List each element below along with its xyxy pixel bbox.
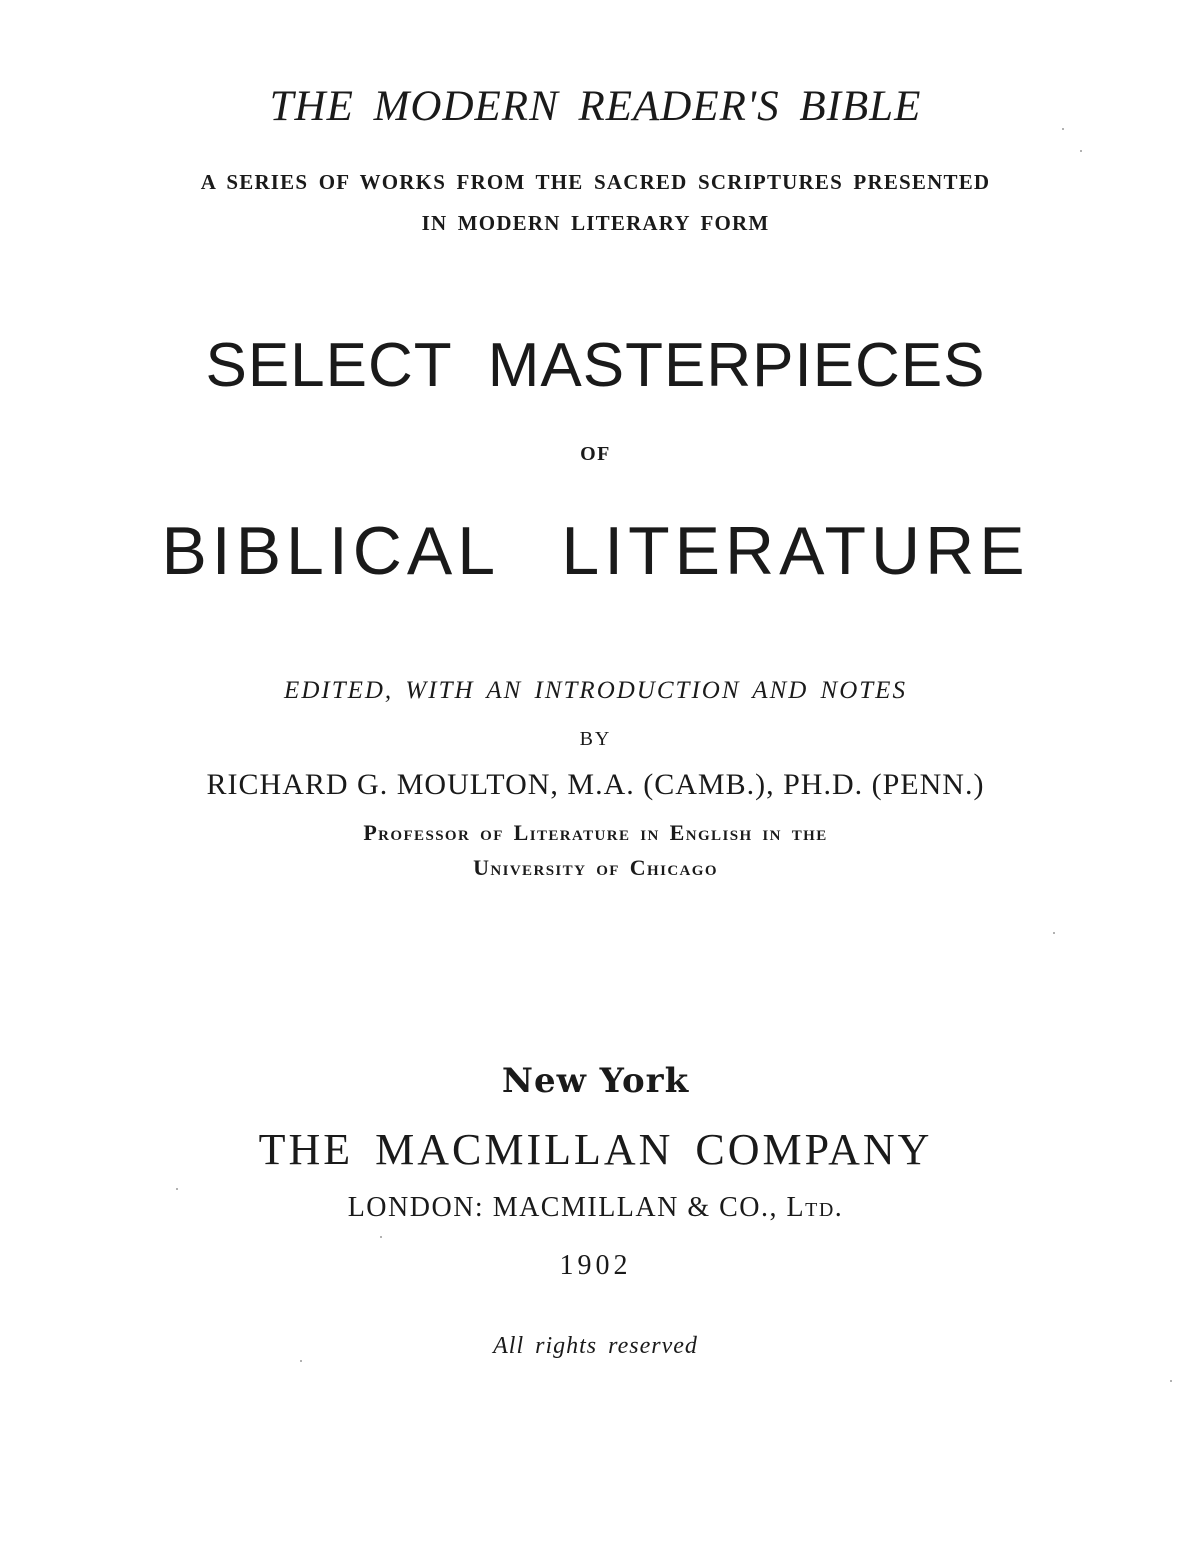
series-subtitle-line-2: IN MODERN LITERARY FORM — [421, 211, 770, 235]
author-position-line-1: Professor of Literature in English in the — [363, 820, 828, 845]
scan-speck — [1053, 932, 1055, 934]
scan-speck — [1062, 128, 1064, 130]
by-word: BY — [579, 728, 612, 750]
london-publisher — [0, 1192, 1191, 1224]
scan-speck — [1080, 150, 1082, 152]
publication-year: 1902 — [559, 1250, 632, 1281]
book-title-line-1: SELECT MASTERPIECES — [205, 331, 986, 400]
rights-notice: All rights reserved — [493, 1333, 698, 1359]
series-title: THE MODERN READER'S BIBLE — [269, 83, 922, 130]
author-position-line-2: University of Chicago — [473, 855, 718, 880]
scan-speck — [176, 1188, 178, 1190]
london-publisher-suffix: Ltd. — [786, 1192, 844, 1223]
publisher-name: THE MACMILLAN COMPANY — [258, 1125, 933, 1174]
edited-by-line: EDITED, WITH AN INTRODUCTION AND NOTES — [284, 677, 907, 704]
scan-speck — [1170, 1380, 1172, 1382]
scan-speck — [300, 1360, 302, 1362]
book-title-line-2: BIBLICAL LITERATURE — [161, 513, 1030, 589]
london-publisher-prefix: LONDON: MACMILLAN & CO., — [347, 1192, 787, 1223]
publication-city: New York — [501, 1061, 690, 1101]
series-subtitle-line-1: A SERIES OF WORKS FROM THE SACRED SCRIPTURES PRESENTED — [200, 170, 991, 194]
author-name: RICHARD G. MOULTON, M.A. (CAMB.), PH.D. (PENN.) — [206, 768, 985, 801]
book-title-connector: OF — [580, 443, 611, 465]
scan-speck — [380, 1236, 382, 1238]
